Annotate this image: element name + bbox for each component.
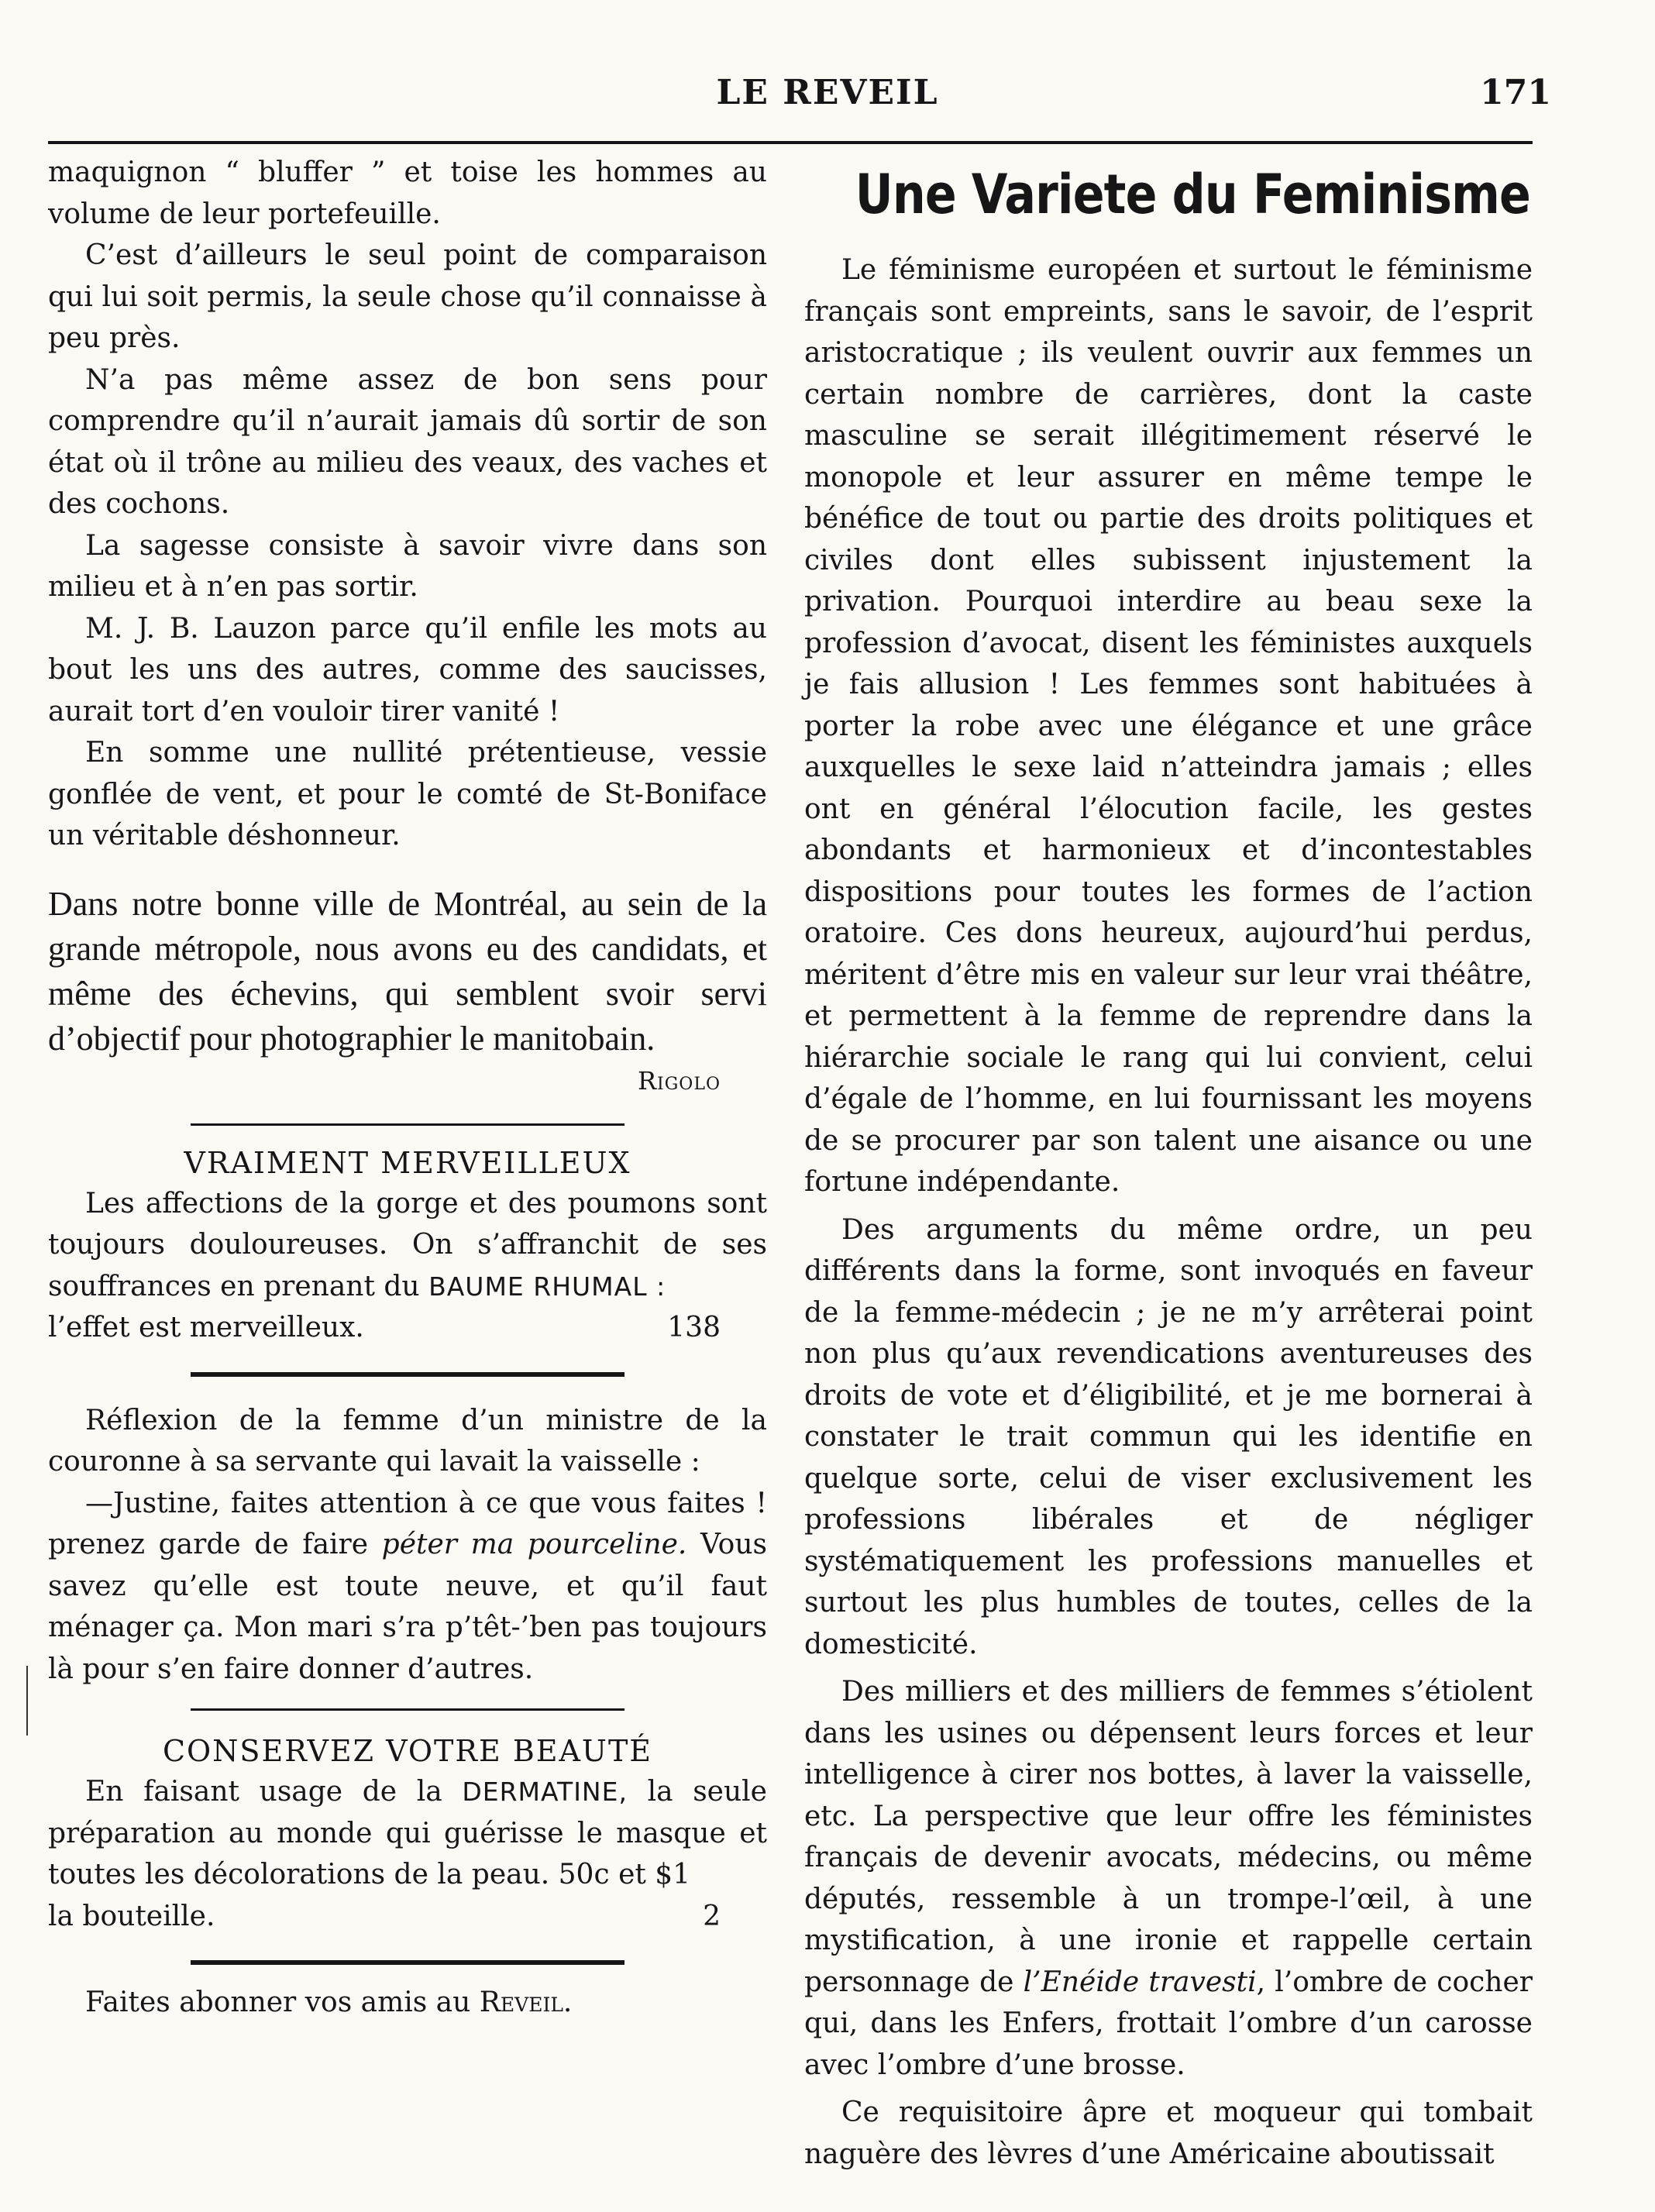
article-paragraph-4: Ce requisitoire âpre et moqueur qui tombait naguère des lèvres d’une Américaine aboutissait xyxy=(804,2097,1533,2170)
ad-baume-rhumal-number: 138 xyxy=(667,1312,721,1343)
ad-dermatine-intro: En faisant usage de la xyxy=(85,1776,442,1808)
anecdote-italic-phrase: péter ma pourceline. xyxy=(381,1529,687,1560)
ad-heading-vraiment-merveilleux: VRAIMENT MERVEILLEUX xyxy=(184,1145,631,1180)
left-paragraph-1: maquignon “ bluffer ” et toise les hommes au volume de leur portefeuille. xyxy=(48,157,767,230)
left-paragraph-5: M. J. B. Lauzon parce qu’il enfile les mots au bout les uns des autres, comme des saucisses, aurait tort d’en vouloir tirer vanité ! xyxy=(48,612,767,728)
ad-baume-rhumal-tail: l’effet est merveilleux. xyxy=(48,1312,364,1343)
article-paragraph-1: Le féminisme européen et surtout le féminisme français sont empreints, sans le savoir, de l’esprit aristocratique ; ils veulent ouvrir aux femmes un certain nombre de carrières, dont la caste masculine se serait illégitimement réservé le monopole et leur assurer en même tempe le bénéfice de tout ou partie des droits politiques et civiles dont elles subissent injustement la privation. Pourquoi interdire au beau sexe la profession d’avocat, disent les féministes auxquels je fais allusion ! Les femmes sont habituées à porter la robe avec une élégance et une grâce auxquelles le sexe laid n’atteindra jamais ; elles ont en général l’élocution facile, les gestes abondants et harmonieux et d’incontestables dispositions pour toutes les formes de l’action oratoire. Ces dons heureux, aujourd’hui perdus, méritent d’être mis en valeur sur leur vrai théâtre, et permettent à la femme de reprendre dans la hiérarchie sociale le rang qui lui convient, celui d’égale de l’homme, en lui fournissant les moyens de se procurer par son talent une aisance ou une fortune indépendante. xyxy=(804,254,1533,1198)
anecdote-quote-end: Vous savez qu’elle est toute neuve, et qu’il faut ménager ça. Mon mari s’ra p’têt-’ben pas toujours là pour s’en faire donner d’autres. xyxy=(48,1529,767,1685)
left-paragraph-4: La sagesse consiste à savoir vivre dans son milieu et à n’en pas sortir. xyxy=(48,529,767,603)
article-paragraph-2: Des arguments du même ordre, un peu différents dans la forme, sont invoqués en faveur de la femme-médecin ; je ne m’y arrêterai point non plus qu’aux revendications aventureuses des droits de vote et d’éligibilité, et je me bornerai à constater le trait commun qui les identifie en quelque sorte, celui de viser exclusivement les professions libérales et de négliger systématiquement les professions manuelles et surtout les plus humbles de toutes, celles de la domesticité. xyxy=(804,1213,1533,1660)
montreal-paragraph: Dans notre bonne ville de Montréal, au sein de la grande métropole, nous avons eu des candidats, et même des échevins, qui semblent svoir servi d’objectif pour photographier le manitobain. xyxy=(48,884,767,1058)
signature-rigolo: Rigolo xyxy=(637,1065,721,1096)
ad-dermatine-number: 2 xyxy=(703,1900,721,1932)
article-paragraph-3-end: , l’ombre de cocher qui, dans les Enfers, frottait l’ombre d’un carosse avec l’ombre d’une brosse. xyxy=(804,1966,1533,2081)
subscribe-text: Faites abonner vos amis au xyxy=(85,1987,471,2018)
left-column xyxy=(48,152,767,2024)
article-paragraph-3 xyxy=(804,1671,1533,2086)
ad-heading-conservez-beaute: CONSERVEZ VOTRE BEAUTÉ xyxy=(162,1734,653,1768)
separator-rule xyxy=(191,1708,624,1711)
ad-dermatine-text xyxy=(48,1771,767,1896)
ad-baume-rhumal-body: Les affections de la gorge et des poumons sont toujours douloureuses. On s’affranchit de ses souffrances en prenant du xyxy=(48,1187,767,1302)
anecdote-quote-start: —Justine, faites attention à ce que vous faites ! prenez garde de faire xyxy=(48,1487,767,1560)
article-paragraph-3-start: Des milliers et des milliers de femmes s’étiolent dans les usines ou dépensent leurs forces et leur intelligence à cirer nos bottes, à laver la vaisselle, etc. La perspective que leur offre les féministes français de devenir avocats, médecins, ou même députés, ressemble à un trompe-l’œil, à une mystification, à une ironie et rappelle certain personnage de xyxy=(804,1676,1533,1998)
ad-dermatine-closing xyxy=(48,1896,767,1938)
margin-mark xyxy=(26,1666,28,1736)
left-paragraph-6: En somme une nullité prétentieuse, vessie gonflée de vent, et pour le comté de St-Boniface un véritable déshonneur. xyxy=(48,737,767,851)
ad-dermatine-body: la seule préparation au monde qui guérisse le masque et toutes les décolorations de la peau. 50c et $1 xyxy=(48,1776,767,1890)
eneide-travesti: l’Enéide travesti xyxy=(1023,1966,1257,1998)
subscribe-footer xyxy=(48,1982,767,2024)
brand-baume-rhumal: BAUME RHUMAL : xyxy=(428,1271,666,1302)
left-paragraph-3: N’a pas même assez de bon sens pour comprendre qu’il n’aurait jamais dû sortir de son état où il trône au milieu des veaux, des vaches et des cochons. xyxy=(48,363,767,520)
subscribe-reveil: Reveil. xyxy=(479,1987,573,2018)
ad-baume-rhumal-text xyxy=(48,1183,767,1308)
article-title: Une Variete du Feminisme xyxy=(855,163,1530,226)
separator-rule xyxy=(191,1372,624,1377)
header-rule xyxy=(48,141,1533,144)
brand-dermatine: DERMATINE, xyxy=(462,1777,628,1807)
page-number: 171 xyxy=(1480,73,1551,112)
masthead-title: LE REVEIL xyxy=(716,73,939,112)
anecdote-quote xyxy=(48,1483,767,1691)
ad-dermatine-tail: la bouteille. xyxy=(48,1900,215,1932)
left-paragraph-2: C’est d’ailleurs le seul point de comparaison qui lui soit permis, la seule chose qu’il connaisse à peu près. xyxy=(48,239,767,354)
separator-rule xyxy=(191,1123,624,1126)
anecdote-intro: Réflexion de la femme d’un ministre de la couronne à sa servante qui lavait la vaisselle : xyxy=(48,1404,767,1478)
separator-rule xyxy=(191,1960,624,1965)
right-column xyxy=(804,152,1533,2175)
ad-baume-rhumal-closing xyxy=(48,1307,767,1349)
